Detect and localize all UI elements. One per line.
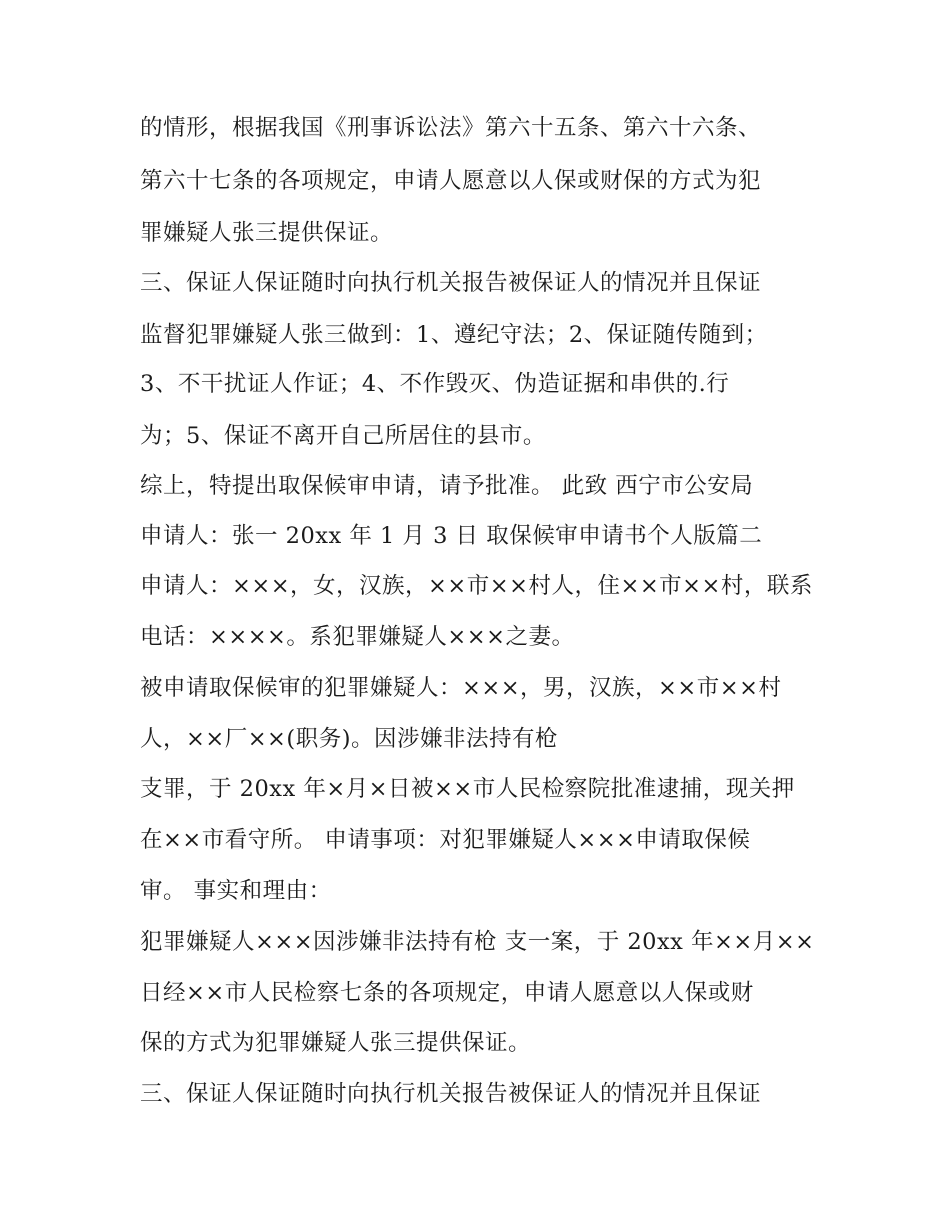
text-line: 第六十七条的各项规定，申请人愿意以人保或财保的方式为犯 bbox=[140, 168, 762, 194]
text-line: 犯罪嫌疑人×××因涉嫌非法持有枪 支一案，于 20xx 年××月×× bbox=[140, 929, 815, 955]
text-line: 申请人：张一 20xx 年 1 月 3 日 取保候审申请书个人版篇二 bbox=[140, 523, 763, 549]
text-line: 三、保证人保证随时向执行机关报告被保证人的情况并且保证 bbox=[140, 270, 762, 296]
text-line: 的情形，根据我国《刑事诉讼法》第六十五条、第六十六条、 bbox=[140, 115, 762, 141]
text-line: 人，××厂××(职务)。因涉嫌非法持有枪 bbox=[140, 726, 558, 752]
text-line: 监督犯罪嫌疑人张三做到：1、遵纪守法；2、保证随传随到； bbox=[140, 322, 768, 348]
text-line: 罪嫌疑人张三提供保证。 bbox=[140, 220, 394, 246]
text-line: 三、保证人保证随时向执行机关报告被保证人的情况并且保证 bbox=[140, 1081, 762, 1107]
text-line: 为；5、保证不离开自己所居住的县市。 bbox=[140, 423, 546, 449]
text-line: 综上，特提出取保候审申请，请予批准。 此致 西宁市公安局 bbox=[140, 473, 754, 499]
text-line: 保的方式为犯罪嫌疑人张三提供保证。 bbox=[140, 1030, 532, 1056]
text-line: 被申请取保候审的犯罪嫌疑人：×××，男，汉族，××市××村 bbox=[140, 675, 782, 701]
text-line: 审。 事实和理由： bbox=[140, 878, 332, 904]
text-line: 3、不干扰证人作证；4、不作毁灭、伪造证据和串供的.行 bbox=[140, 371, 730, 397]
text-line: 在××市看守所。 申请事项：对犯罪嫌疑人×××申请取保候 bbox=[140, 827, 751, 853]
text-line: 日经××市人民检察七条的各项规定，申请人愿意以人保或财 bbox=[140, 980, 754, 1006]
text-line: 支罪，于 20xx 年×月×日被××市人民检察院批准逮捕，现关押 bbox=[140, 776, 795, 802]
text-line: 申请人：×××，女，汉族，××市××村人，住××市××村，联系 bbox=[140, 573, 813, 599]
text-line: 电话：××××。系犯罪嫌疑人×××之妻。 bbox=[140, 624, 575, 650]
